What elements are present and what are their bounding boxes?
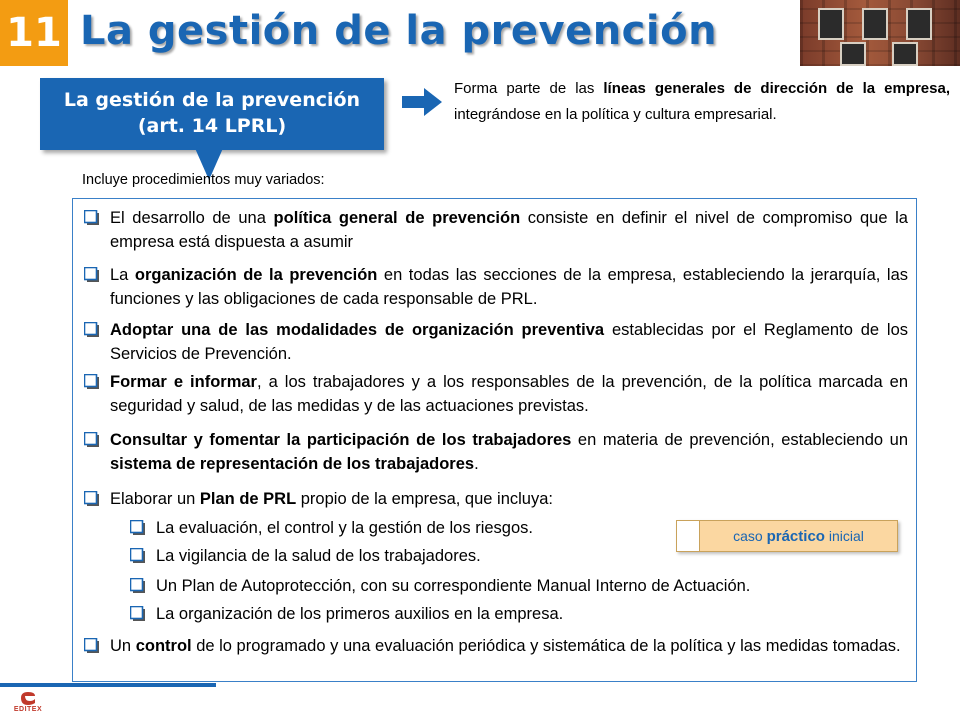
section-header-box: [40, 78, 384, 150]
list-item-modalities: [82, 318, 908, 367]
item-text: .: [474, 455, 479, 474]
square-bullet-icon: [84, 432, 100, 448]
intro-text: [454, 76, 950, 129]
item-text: en todas las secciones de la empresa, estableciendo la jerarquía, las funciones y las obligaciones de cada responsable de PRL.: [110, 266, 908, 309]
item-text: El desarrollo de una: [110, 209, 274, 227]
intro-text-bold: líneas generales de dirección de la empresa,: [603, 80, 950, 97]
item-bold: sistema de representación de los trabajadores: [110, 455, 475, 474]
section-header-line2: (art. 14 LPRL): [137, 115, 287, 137]
square-bullet-icon: [84, 491, 100, 507]
item-bold: Consultar y fomentar la participación de los trabajadores: [110, 431, 572, 449]
publisher-logo-icon: [17, 690, 39, 706]
building-photo: [800, 0, 960, 66]
list-item-control: [82, 634, 908, 658]
square-bullet-icon: [84, 322, 100, 338]
sub-item-first-aid: [128, 602, 908, 626]
case-study-link[interactable]: [676, 520, 898, 552]
sub-item-text: Un Plan de Autoprotección, con su correspondiente Manual Interno de Actuación.: [156, 577, 751, 595]
sub-item-text: La vigilancia de la salud de los trabajadores.: [156, 547, 481, 565]
square-bullet-icon: [84, 374, 100, 390]
page-title: La gestión de la prevención: [80, 8, 718, 54]
case-study-text-pre: caso: [733, 528, 763, 544]
section-header-line1: La gestión de la prevención: [63, 89, 361, 112]
square-bullet-icon: [130, 606, 146, 622]
item-bold: Plan de PRL: [199, 490, 297, 508]
square-bullet-icon: [130, 548, 146, 564]
item-text: en materia de prevención, estableciendo un: [571, 431, 908, 449]
chapter-badge: [0, 0, 68, 66]
item-text: Un: [110, 637, 136, 655]
sub-item-self-protection: [128, 574, 908, 598]
item-text: establecidas por el Reglamento de los Servicios de Prevención.: [110, 321, 909, 364]
case-study-label: [700, 521, 897, 551]
item-text: de lo programado y una evaluación periódica y sistemática de la política y las medidas tomadas.: [191, 637, 901, 655]
list-item-plan: [82, 487, 908, 511]
case-study-text-bold: práctico: [766, 527, 825, 545]
item-bold: política general de prevención: [273, 209, 521, 227]
square-bullet-icon: [84, 210, 100, 226]
list-item-participation: [82, 428, 908, 477]
item-bold: Adoptar una de las modalidades de organización preventiva: [110, 321, 605, 339]
square-bullet-icon: [84, 638, 100, 654]
item-bold: organización de la prevención: [134, 266, 378, 284]
sub-item-text: La evaluación, el control y la gestión de los riesgos.: [156, 519, 533, 537]
chapter-number: 11: [6, 10, 62, 56]
intro-text-pre: Forma parte de las: [454, 80, 604, 97]
item-text: consiste en definir el nivel de compromiso que la empresa está dispuesta a asumir: [110, 209, 908, 252]
square-bullet-icon: [130, 578, 146, 594]
item-text: La: [110, 266, 135, 284]
list-item-training: [82, 370, 908, 419]
case-study-text-post: inicial: [828, 528, 864, 544]
intro-text-post: integrándose en la política y cultura empresarial.: [454, 106, 777, 124]
item-bold: Formar e informar: [110, 373, 257, 391]
square-bullet-icon: [130, 520, 146, 536]
publisher-logo: [8, 690, 48, 718]
arrow-right-icon: [402, 88, 442, 116]
list-item-organization: [82, 263, 908, 312]
includes-label: Incluye procedimientos muy variados:: [82, 172, 325, 188]
footer-rule: [0, 683, 216, 687]
case-study-strip: [677, 521, 700, 551]
item-text: Elaborar un: [110, 490, 200, 508]
item-bold: control: [135, 637, 192, 655]
publisher-logo-text: EDITEX: [13, 706, 43, 713]
item-text: , a los trabajadores y a los responsables de la prevención, de la política marcada en seguridad y salud, de las medidas y de las actuaciones previstas.: [110, 373, 908, 416]
square-bullet-icon: [84, 267, 100, 283]
list-item-policy: [82, 206, 908, 255]
item-text: propio de la empresa, que incluya:: [296, 490, 553, 508]
sub-item-text: La organización de los primeros auxilios en la empresa.: [156, 605, 564, 623]
